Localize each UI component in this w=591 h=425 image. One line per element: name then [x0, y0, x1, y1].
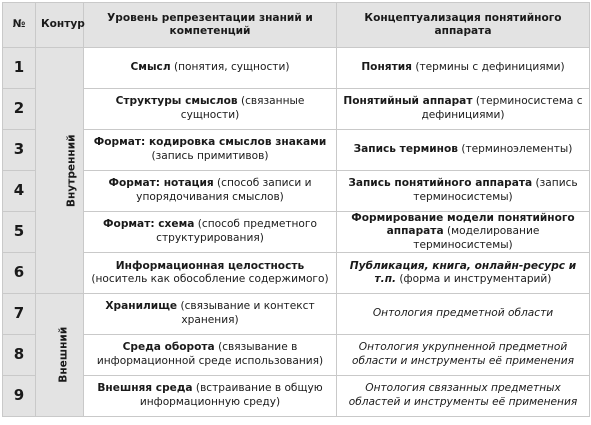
cell-term: Запись понятийного аппарата [348, 177, 533, 190]
cell-term: Формирование модели понятийного аппарата [351, 211, 575, 238]
cell-term: Смысл [130, 61, 171, 74]
table-row [3, 88, 590, 129]
cell-term: Публикация, книга, онлайн-ресурс и т.п. [349, 259, 577, 285]
row-number: 7 [3, 293, 36, 334]
group-outer-label: Внешний [57, 326, 70, 383]
level-cell [84, 253, 337, 294]
header-concept: Концептуализация понятийного аппарата [337, 3, 590, 48]
group-inner [36, 48, 84, 294]
level-cell [84, 334, 337, 375]
cell-note: Онтология укрупненной предметной области и инструменты её применения [352, 341, 574, 367]
cell-note: (форма и инструментарий) [396, 273, 552, 285]
level-cell [84, 375, 337, 416]
cell-term: Формат: схема [103, 218, 195, 231]
table-row [3, 211, 590, 253]
group-inner-label: Внутренний [65, 134, 78, 207]
cell-note: (связанные сущности) [180, 95, 305, 121]
representation-table [2, 2, 590, 417]
header-level: Уровень репрезентации знаний и компетенций [84, 3, 337, 48]
cell-note: (способ предметного структурирования) [156, 218, 317, 244]
cell-note: Онтология предметной области [372, 307, 554, 320]
table-row [3, 293, 590, 334]
row-number: 1 [3, 48, 36, 89]
table-body [3, 48, 590, 417]
level-cell [84, 88, 337, 129]
concept-cell [337, 170, 590, 211]
level-cell [84, 293, 337, 334]
table-row [3, 334, 590, 375]
cell-note: (моделирование терминосистемы) [413, 225, 540, 251]
group-outer [36, 293, 84, 416]
concept-cell [337, 334, 590, 375]
concept-cell [337, 293, 590, 334]
cell-term: Внешняя среда [97, 382, 193, 395]
cell-term: Среда оборота [122, 341, 215, 354]
cell-note: Онтология связанных предметных областей и инструменты её применения [348, 382, 578, 408]
table-row [3, 253, 590, 294]
row-number: 5 [3, 211, 36, 253]
cell-note: (терминоэлементы) [457, 142, 573, 155]
header-kontur: Контур [36, 3, 84, 48]
cell-term: Хранилище [105, 300, 178, 313]
level-cell [84, 48, 337, 89]
table-row [3, 375, 590, 416]
cell-term: Понятия [361, 61, 412, 74]
row-number: 6 [3, 253, 36, 294]
table-row [3, 129, 590, 170]
cell-note: (термины с дефинициями) [411, 61, 565, 74]
cell-term: Понятийный аппарат [343, 95, 473, 108]
row-number: 2 [3, 88, 36, 129]
cell-note: (связывание в информационной среде использования) [96, 341, 324, 367]
table-row [3, 48, 590, 89]
cell-note: (понятия, сущности) [170, 61, 290, 74]
header-num: № [3, 3, 36, 48]
cell-term: Запись терминов [353, 142, 458, 155]
cell-term: Формат: нотация [108, 177, 214, 190]
concept-cell [337, 253, 590, 294]
cell-note: (терминосистема с дефинициями) [421, 95, 583, 121]
concept-cell [337, 48, 590, 89]
cell-term: Структуры смыслов [115, 95, 238, 108]
cell-note: (носитель как обособление содержимого) [91, 273, 329, 285]
row-number: 4 [3, 170, 36, 211]
table-header [3, 3, 590, 48]
level-cell [84, 211, 337, 253]
cell-note: (способ записи и упорядочивания смыслов) [136, 177, 312, 203]
concept-cell [337, 129, 590, 170]
cell-note: (встраивание в общую информационную среду) [139, 382, 323, 408]
table-row [3, 170, 590, 211]
concept-cell [337, 375, 590, 416]
level-cell [84, 129, 337, 170]
representation-table-container [2, 2, 589, 417]
cell-term: Формат: кодировка смыслов знаками [93, 136, 327, 149]
cell-note: (запись терминосистемы) [413, 177, 578, 203]
row-number: 8 [3, 334, 36, 375]
concept-cell [337, 88, 590, 129]
cell-note: (связывание и контекст хранения) [177, 300, 315, 326]
cell-note: (запись примитивов) [151, 149, 269, 162]
level-cell [84, 170, 337, 211]
cell-term: Информационная целостность [115, 259, 305, 272]
concept-cell [337, 211, 590, 253]
row-number: 3 [3, 129, 36, 170]
row-number: 9 [3, 375, 36, 416]
